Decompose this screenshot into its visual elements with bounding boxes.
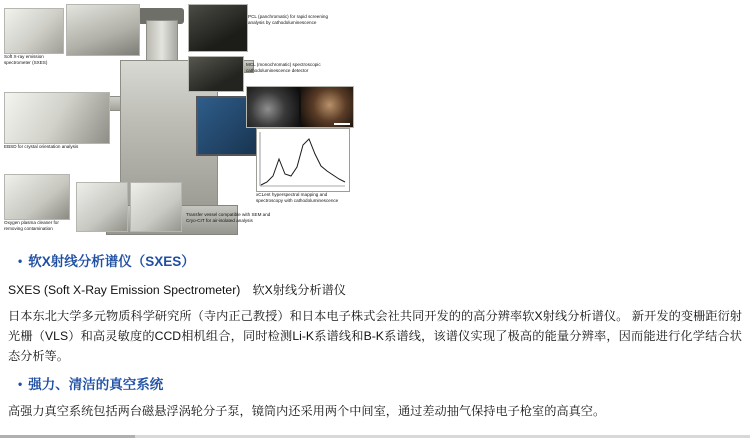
photo-transfer-vessel-a: [76, 182, 128, 232]
bullet-dot-icon: •: [18, 254, 23, 268]
heading-vacuum-label: 强力、清洁的真空系统: [28, 376, 164, 392]
article-content: [0, 252, 750, 422]
caption-sxes: Soft X-ray emission spectrometer (SXES): [4, 54, 48, 66]
caption-plasma-cleaner: Oxygen plasma cleaner for removing contamination: [4, 220, 59, 232]
heading-vacuum: [18, 375, 750, 395]
caption-cl-images: xCLent hyperspectral mapping and spectroscopy with cathodoluminescence: [256, 192, 339, 204]
line-sxes-fullname-text: SXES (Soft X-Ray Emission Spectrometer) 软X射线分析谱仪: [8, 282, 346, 297]
photo-sxes-spectrometer: [4, 8, 64, 54]
cl-micrograph-secondary-electron: [247, 87, 299, 127]
photo-detector-assembly: [66, 4, 140, 56]
spectrum-svg: [257, 129, 347, 189]
caption-ebsd: EBSD for crystal orientation analysis: [4, 144, 79, 149]
cl-micrograph-cathodoluminescence: [301, 87, 353, 127]
instrument-figure: [0, 0, 360, 250]
paragraph-vacuum: 高强力真空系统包括两台磁悬浮涡轮分子泵，镜筒内还采用两个中间室，通过差动抽气保持电子枪室的高真空。: [8, 404, 606, 419]
photo-pcl-detector: [188, 4, 248, 52]
cl-micrograph-pair: [246, 86, 354, 128]
photo-ebsd-detector: [4, 92, 110, 144]
photo-oxygen-plasma-cleaner: [4, 174, 70, 220]
line-sxes-fullname: [8, 281, 742, 300]
caption-pcl: PCL (panchromatic) for rapid screening analysis by cathodoluminescence: [248, 14, 329, 26]
cl-spectrum-plot: [256, 128, 350, 192]
paragraph-sxes: 日本东北大学多元物质科学研究所（寺内正己教授）和日本电子株式会社共同开发的的高分辨率软X射线分析谱仪。 新开发的变栅距衍射光栅（VLS）和高灵敏度的CCD相机组合，同时检测Li-K系谱线和B-K系谱线，该谱仪实现了极高的能量分辨率，因而能进行化学结合状态分析等。: [8, 309, 742, 363]
caption-mcl: MCL (monochromatic) spectroscopic cathodoluminescence detector: [246, 62, 321, 74]
photo-transfer-vessel-b: [130, 182, 182, 232]
heading-sxes: [18, 252, 750, 272]
scale-bar: [334, 123, 350, 125]
bullet-dot-icon-2: •: [18, 376, 23, 391]
photo-mcl-detector: [188, 56, 244, 92]
heading-sxes-label: 软X射线分析谱仪（SXES）: [28, 254, 195, 269]
caption-transfer-vessel: Transfer vessel compatible with SEM and Cryo-CIT for air-isolated analysis: [186, 212, 271, 224]
